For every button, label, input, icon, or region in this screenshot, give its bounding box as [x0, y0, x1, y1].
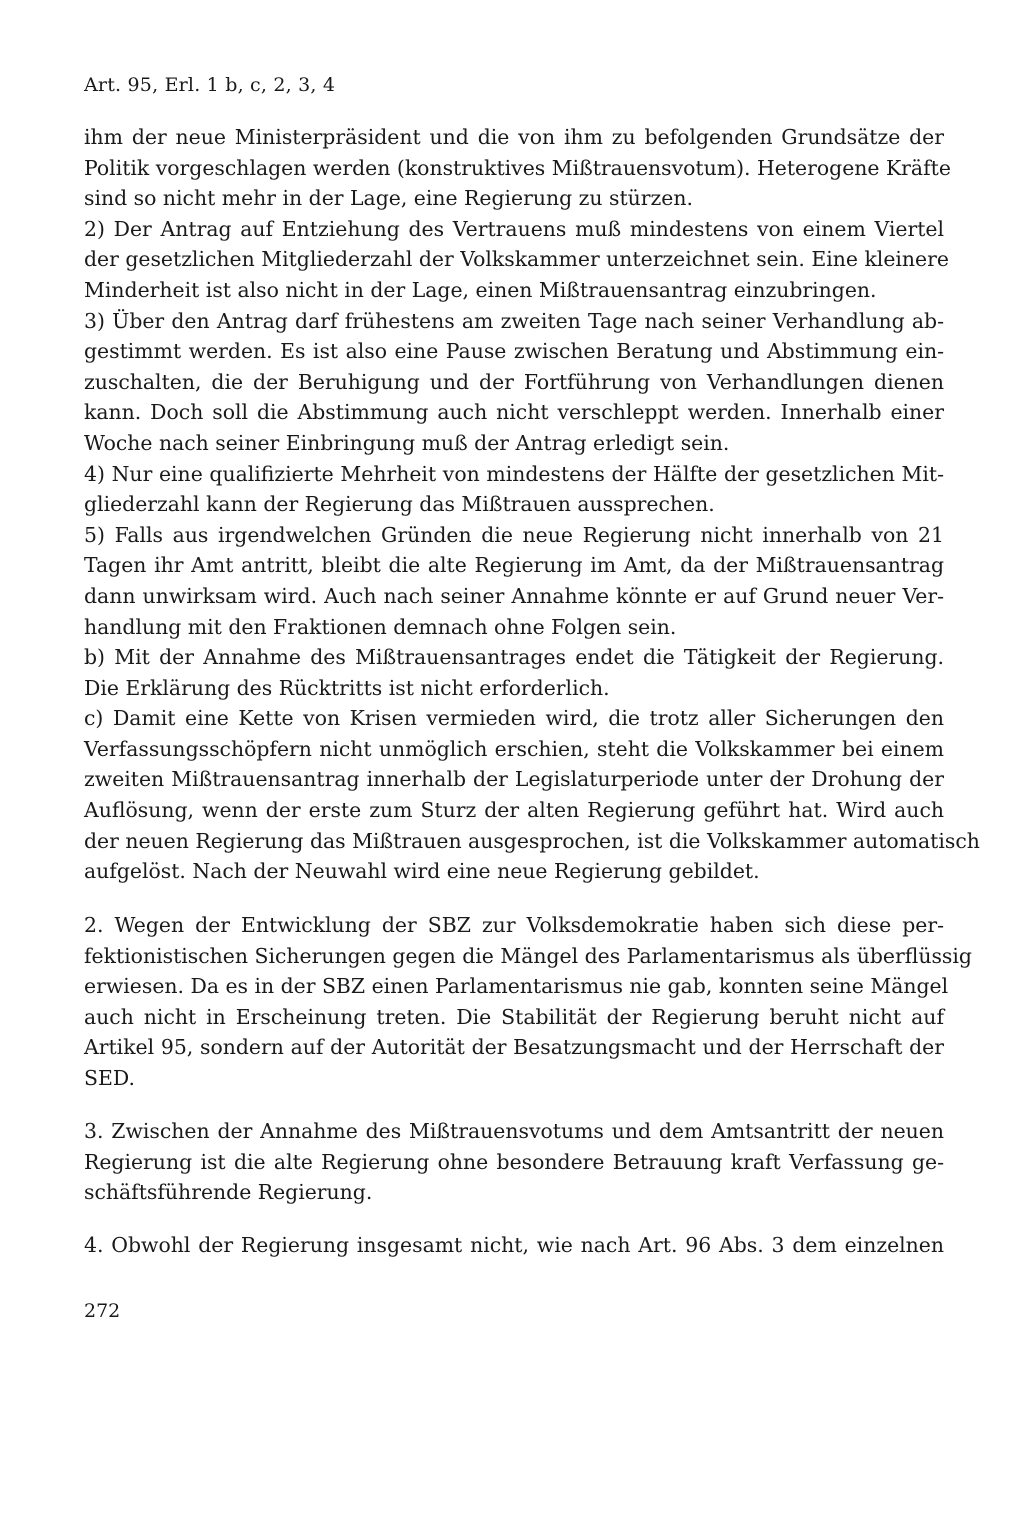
text-line: c) Damit eine Kette von Krisen vermieden wird, die trotz aller Sicherungen den [84, 706, 944, 731]
text-line: fektionistischen Sicherungen gegen die Mängel des Parlamentarismus als überflüssig [84, 943, 972, 968]
text-line: Die Erklärung des Rücktritts ist nicht erforderlich. [84, 675, 610, 700]
text-line: 4) Nur eine qualifizierte Mehrheit von mindestens der Hälfte der gesetzlichen Mit- [84, 461, 944, 486]
text-line: Tagen ihr Amt antritt, bleibt die alte Regierung im Amt, da der Mißtrauensantrag [84, 553, 944, 578]
text-line: gliederzahl kann der Regierung das Mißtrauen aussprechen. [84, 492, 715, 517]
text-line: schäftsführende Regierung. [84, 1180, 373, 1205]
text-line: 4. Obwohl der Regierung insgesamt nicht, wie nach Art. 96 Abs. 3 dem einzelnen [84, 1233, 944, 1257]
text-line: zuschalten, die der Beruhigung und der Fortführung von Verhandlungen dienen [84, 369, 944, 394]
text-line: b) Mit der Annahme des Mißtrauensantrages endet die Tätigkeit der Regierung. [84, 645, 944, 670]
text-line: Regierung ist die alte Regierung ohne besondere Betrauung kraft Verfassung ge- [84, 1149, 944, 1174]
text-line: dann unwirksam wird. Auch nach seiner Annahme könnte er auf Grund neuer Ver- [84, 583, 944, 608]
text-line: kann. Doch soll die Abstimmung auch nicht verschleppt werden. Innerhalb einer [84, 400, 944, 425]
text-line: Auflösung, wenn der erste zum Sturz der alten Regierung geführt hat. Wird auch [84, 798, 944, 823]
text-line: aufgelöst. Nach der Neuwahl wird eine neue Regierung gebildet. [84, 859, 760, 884]
text-line: SED. [84, 1065, 135, 1090]
text-line: auch nicht in Erscheinung treten. Die Stabilität der Regierung beruht nicht auf [84, 1004, 944, 1029]
text-line: Woche nach seiner Einbringung muß der Antrag erledigt sein. [84, 430, 730, 455]
text-line: ihm der neue Ministerpräsident und die von ihm zu befolgenden Grundsätze der [84, 125, 944, 149]
text-line: 2) Der Antrag auf Entziehung des Vertrauens muß mindestens von einem Viertel [84, 216, 944, 241]
text-line: sind so nicht mehr in der Lage, eine Regierung zu stürzen. [84, 186, 693, 211]
text-line: erwiesen. Da es in der SBZ einen Parlamentarismus nie gab, konnten seine Mängel [84, 974, 949, 999]
text-line: handlung mit den Fraktionen demnach ohne Folgen sein. [84, 614, 677, 639]
page-number: 272 [84, 1300, 121, 1322]
text-line: gestimmt werden. Es ist also eine Pause zwischen Beratung und Abstimmung ein- [84, 339, 944, 364]
text-line: zweiten Mißtrauensantrag innerhalb der Legislaturperiode unter der Drohung der [84, 767, 944, 792]
text-line: 3) Über den Antrag darf frühestens am zweiten Tage nach seiner Verhandlung ab- [84, 308, 944, 333]
running-head: Art. 95, Erl. 1 b, c, 2, 3, 4 [84, 74, 336, 96]
paragraph-block-3 [84, 1116, 944, 1208]
text-line: Artikel 95, sondern auf der Autorität der Besatzungsmacht und der Herrschaft der [84, 1035, 944, 1060]
text-line: Minderheit ist also nicht in der Lage, einen Mißtrauensantrag einzubringen. [84, 277, 877, 302]
text-line: 5) Falls aus irgendwelchen Gründen die neue Regierung nicht innerhalb von 21 [84, 522, 944, 547]
text-line: Politik vorgeschlagen werden (konstruktives Mißtrauensvotum). Heterogene Kräfte [84, 155, 951, 180]
text-line: 3. Zwischen der Annahme des Mißtrauensvotums und dem Amtsantritt der neuen [84, 1119, 944, 1143]
text-line: Verfassungsschöpfern nicht unmöglich erschien, steht die Volkskammer bei einem [84, 736, 944, 761]
text-line: der gesetzlichen Mitgliederzahl der Volkskammer unterzeichnet sein. Eine kleinere [84, 247, 949, 272]
paragraph-block-2 [84, 910, 972, 1094]
text-line: 2. Wegen der Entwicklung der SBZ zur Volksdemokratie haben sich diese per- [84, 913, 944, 937]
paragraph-block-4 [84, 1230, 944, 1261]
paragraph-block-1 [84, 122, 980, 887]
text-line: der neuen Regierung das Mißtrauen ausgesprochen, ist die Volkskammer automatisch [84, 828, 980, 853]
